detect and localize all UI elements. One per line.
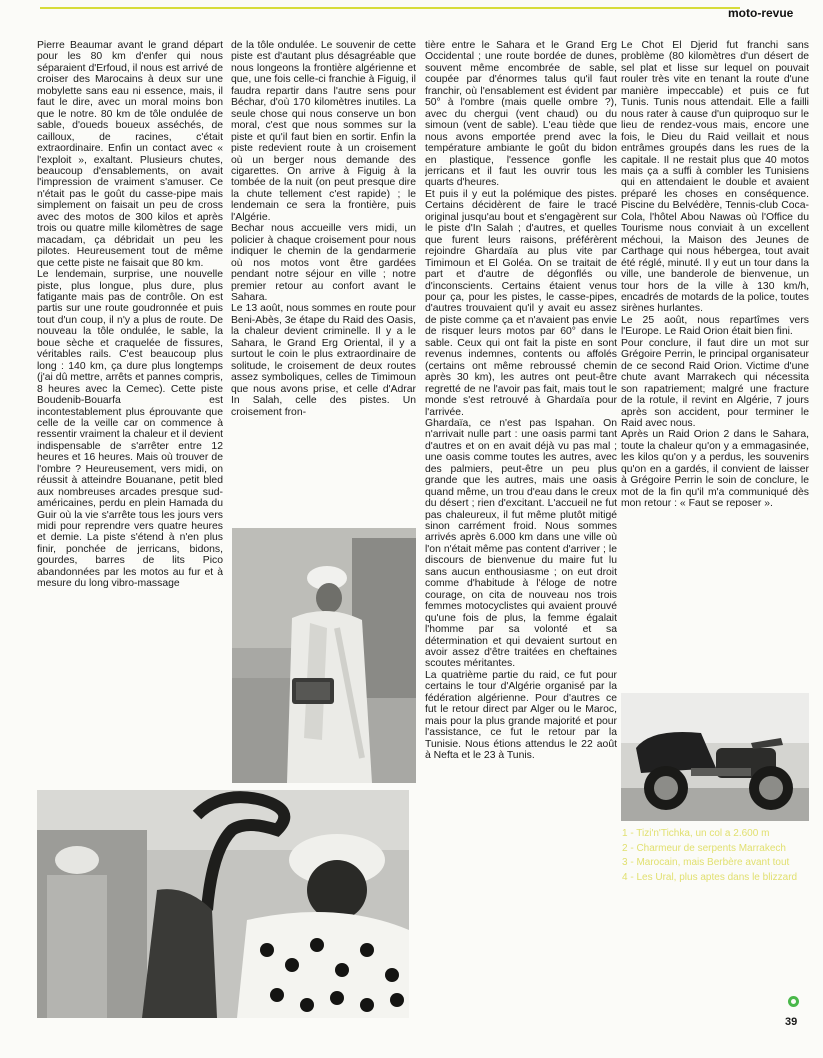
paragraph: Le Chot El Djerid fut franchi sans problème (80 kilomètres d'un désert de sel plat et lisse sur lequel on pouvait rouler très vite en tenant la route d'une manière impeccable) et puis ce fut Tunis. Tunis nous attendait. Elle a failli nous rater à cause d'un quiproquo sur le lieu de rendez-vous mais, encore une fois, le Dieu du Raid veillait et nous entrâmes groupés dans les rues de la capitale. Il ne restait plus que 40 motos mais ça a suffi à combler les Tunisiens qui en attendaient le double et avaient préparé les choses en conséquence. Piscine du Belvédère, Tennis-club Coca-Cola, l'hôtel Abou Nawas où l'Office du Tourisme nous conviait à un excellent méchoui, la Maison des Jeunes de Carthage qui nous hébergea, tout avait été réglé, minuté. Il y eut un tour dans la ville, une banderole de bienvenue, un tour hors de la ville à 130 km/h, encadrés de motards de la police, toutes sirènes hurlantes. [621, 40, 809, 315]
photo-snake-charmer [37, 790, 409, 1018]
photo-berber-man-image [232, 528, 416, 783]
text-column-1 [37, 40, 223, 780]
photo-ural-sidecar [621, 693, 809, 821]
paragraph: Bechar nous accueille vers midi, un policier à chaque croisement pour nous indiquer le chemin de la gendarmerie où nos motos vont être gardées pendant notre séjour en ville ; notre premier retour au confort avant le Sahara. [231, 223, 416, 303]
caption: 3 - Marocain, mais Berbère avant tout [622, 857, 790, 868]
paragraph: Ghardaïa, ce n'est pas Ispahan. On n'arrivait nulle part : une oasis parmi tant d'autres et on en avait déjà vu pas mal ; une oasis comme toutes les autres, avec des palmiers, peut-être un peu plus grande que les autres, mais une oasis quand même, un trou d'eau dans le creux du désert ; rien d'excitant. L'accueil ne fut pas chaleureux, il fut même plutôt mitigé sinon carrément froid. Nous sommes arrivés après 6.000 km dans une ville où l'on n'était même pas content d'arriver ; le discours de bienvenue du maire fut lu sans aucun enthousiasme ; on eut droit comme d'habitude à l'éloge de notre courage, on cita de nouveau nos trois femmes motocyclistes qui avaient prouvé qu'une fois de plus, la femme égalait l'homme par sa volonté et sa détermination et qui devaient surtout en avoir assez d'être traitées en cheftaines scoutes méritantes. [425, 417, 617, 670]
paragraph: Le 13 août, nous sommes en route pour Beni-Abès, 3e étape du Raid des Oasis, la chaleur devient criminelle. Il y a le Sahara, le Grand Erg Oriental, il y a surtout le coin le plus extraordinaire de solitude, le croisement de deux routes assez symboliques, celles de Timimoun que nous avons prise, et celle d'Adrar In Salah, celle des pistes. Un croisement fron- [231, 303, 416, 418]
paragraph: Le 25 août, nous repartîmes vers l'Europe. Le Raid Orion était bien fini. [621, 314, 809, 338]
caption: 4 - Les Ural, plus aptes dans le blizzard [622, 871, 798, 883]
photo-captions [622, 828, 812, 886]
paragraph: tière entre le Sahara et le Grand Erg Occidental ; une route bordée de dunes, souvent même encombrée de sable, coupée par d'énormes talus qu'il faut franchir, où l'ensablement est évident par 50° à l'ombre (mais quelle ombre ?), avec du chergui (vent chaud) ou du simoun (vent de sable). L'eau tiède que nous avons emportée prend avec la température ambiante le goût du bidon en plastique, l'essence gonfle les jerricans et il faut les ouvrir tous les quarts d'heures. [425, 40, 617, 189]
photo-snake-charmer-image [37, 790, 409, 1018]
text-column-3 [425, 40, 617, 1030]
paragraph: Après un Raid Orion 2 dans le Sahara, toute la chaleur qu'on y a emmagasinée, les kilos qu'on y a perdus, les souvenirs qu'on en a gardés, il convient de laisser à Grégoire Perrin le soin de conclure, le mot de la fin qu'il m'a communiqué dès mon retour : « Faut se reposer ». [621, 429, 809, 510]
section-header: moto-revue [728, 6, 794, 20]
photo-ural-sidecar-image [621, 693, 809, 821]
text-column-2 [231, 40, 416, 528]
caption: 1 - Tizi'n'Tichka, un col a 2.600 m [622, 828, 770, 839]
paragraph: La quatrième partie du raid, ce fut pour certains le tour d'Algérie organisé par la fédération algérienne. Pour d'autres ce fut le retour direct par Alger ou le Maroc, mais pour la plus grande majorité et pour l'assistance, ce fut le retour par la Tunisie. Nous étions attendus le 22 août à Nefta et le 23 à Tunis. [425, 669, 617, 762]
caption: 2 - Charmeur de serpents Marrakech [622, 842, 786, 854]
paragraph: Et puis il y eut la polémique des pistes. Certains décidèrent de faire le tracé original jusqu'au bout et s'engagèrent sur le piste d'In Salah ; d'autres, et quelles que furent leurs raisons, préférèrent rejoindre Ghardaïa au plus vite par Timimoun et El Goléa. On se traitait de part et d'autre de dégonflés ou d'inconscients. Certains étaient venus pour ça, pour les pistes, le casse-pipes, d'autres trouvaient qu'il y avait eu assez de piste comme ça et n'avaient pas envie de risquer leurs motos par 60° dans le sable. Ceux qui ont fait la piste en sont revenus indemnes, contents ou affolés (certains ont même rebroussé chemin après 30 km), les autres ont peut-être regretté de ne l'avoir pas fait, mais tout le monde s'est retrouvé à Ghardaïa pour l'arrivée. [425, 188, 617, 418]
header-rule [40, 7, 740, 9]
page-number: 39 [785, 1016, 798, 1028]
paragraph: Le lendemain, surprise, une nouvelle piste, plus longue, plus dure, plus fatigante mais pas de contrôle. On est partis sur une route goudronnée et puis tout d'un coup, il n'y a plus de route. De nouveau la tôle ondulée, le sable, la boue sèche et craquelée de fissures, véritables rails. C'est beaucoup plus long : 140 km, ça dure plus longtemps (j'ai dû mettre, arrêts et pannes compris, 8 heures avec la Cemec). Cette piste Boudenib-Bouarfa est incontestablement plus éprouvante que celle de la veille car on commence à ressentir vraiment la chaleur et il devient indispensable de s'arrêter entre 12 heures et 16 heures. Mais où trouver de l'ombre ? Heureusement, vers midi, on réussit à atteindre Bouanane, petit bled aux nombreuses arcades presque sud-américaines, perdu en plein Hamada du Guir où la vie s'arrête tous les jours vers midi pour reprendre vers quatre heures et demie. La piste s'étend à n'en plus finir, ponchée de jerricans, bidons, gourdes, barres de lits Pico abandonnées par les motos au fur et à mesure du long vibro-massage [37, 269, 223, 590]
paragraph: Pierre Beaumar avant le grand départ pour les 80 km d'enfer qui nous séparaient d'Erfoud, il nous est arrivé de croiser des Marocains à deux sur une mobylette sans eau ni essence, mais, il faut le dire, avec un moral moins bon que le notre. 80 km de tôle ondulée de sable, d'oueds boueux asséchés, de cailloux, de racines, c'était extraordinaire. Enfin un contact avec « l'exploit », exaltant. Plusieurs chutes, beaucoup d'ensablements, on avait l'impression de vraiment s'amuser. Ce n'était pas le goût du casse-pipe mais simplement on faisait un peu de cross avec des motos de 300 kilos et après trois ou quatre mille kilomètres de sage macadam, ça débridait un peu les pilotes. Heureusement tout de même que cette piste ne faisait que 80 km. [37, 40, 223, 269]
photo-berber-man [232, 528, 416, 783]
paragraph: de la tôle ondulée. Le souvenir de cette piste est d'autant plus désagréable que nous longeons la frontière algérienne et que, une fois celle-ci franchie à Figuig, il faudra repartir dans l'autre sens pour Béchar, d'où 170 kilomètres inutiles. La seule chose qui nous conserve un bon moral, c'est que nous sommes sur la piste et qu'il faut bien en sortir. Enfin la piste redevient route à un croisement où un berger nous demande des cigarettes. On arrive à Figuig à la tombée de la nuit (on peut presque dire la chute tellement c'est rapide) ; le lendemain ce sera la frontière, puis l'Algérie. [231, 40, 416, 223]
text-column-4 [621, 40, 809, 695]
paragraph: Pour conclure, il faut dire un mot sur Grégoire Perrin, le principal organisateur de ce second Raid Orion. Victime d'une chute avant Marrakech qui nécessita son rapatriement; malgré une fracture de la rotule, il revint en Algérie, 7 jours après son accident, pour terminer le Raid avec nous. [621, 337, 809, 429]
section-marker-icon [788, 996, 799, 1007]
